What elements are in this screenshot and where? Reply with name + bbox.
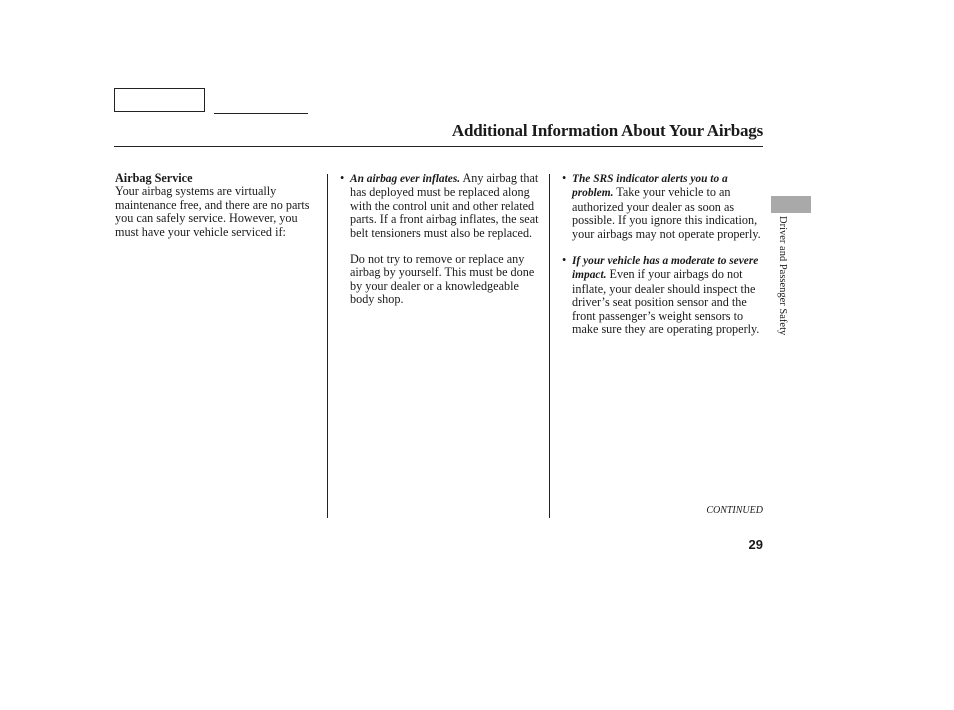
section-side-label: Driver and Passenger Safety [777,216,788,336]
bullet-icon: • [562,171,567,185]
body-text: Your airbag systems are virtually maintenance free, and there are no parts you can safely service. However, you must have your vehicle serviced if: [115,184,310,239]
bullet-text: Even if your airbags do not inflate, your dealer should inspect the driver’s seat position sensor and the front passenger’s weight sensors to make sure they are operating properly. [572,267,760,337]
column-divider-1 [327,174,328,518]
column-airbag-service [115,172,315,239]
bullet-lead: The SRS indicator alerts you to a problem. [572,173,728,200]
section-heading: Airbag Service [115,171,193,185]
column-divider-2 [549,174,550,518]
page-number: 29 [748,537,763,552]
nav-link-underline[interactable] [214,113,308,114]
column-middle [340,172,540,307]
section-tab[interactable] [771,196,811,213]
bullet-text: Any airbag that has deployed must be replaced along with the control unit and other related parts. If a front airbag inflates, the seat belt tensioners must also be replaced. [350,171,539,240]
column-right [562,172,762,336]
continued-label: CONTINUED [706,505,763,516]
bullet-text: Take your vehicle to an authorized your dealer as soon as possible. If you ignore this indication, your airbags may not operate properly. [572,185,761,241]
list-item [340,172,540,240]
list-item [562,172,762,241]
title-divider [114,146,763,147]
bullet-icon: • [340,171,345,185]
nav-box[interactable] [114,88,205,112]
bullet-icon: • [562,253,567,268]
bullet-lead: If your vehicle has a moderate to severe impact. [572,255,759,282]
bullet-lead: An airbag ever inflates. [350,173,461,185]
list-item [562,254,762,336]
body-text: Do not try to remove or replace any airbag by yourself. This must be done by your dealer or a knowledgeable body shop. [350,252,535,307]
page-title: Additional Information About Your Airbags [451,121,763,140]
